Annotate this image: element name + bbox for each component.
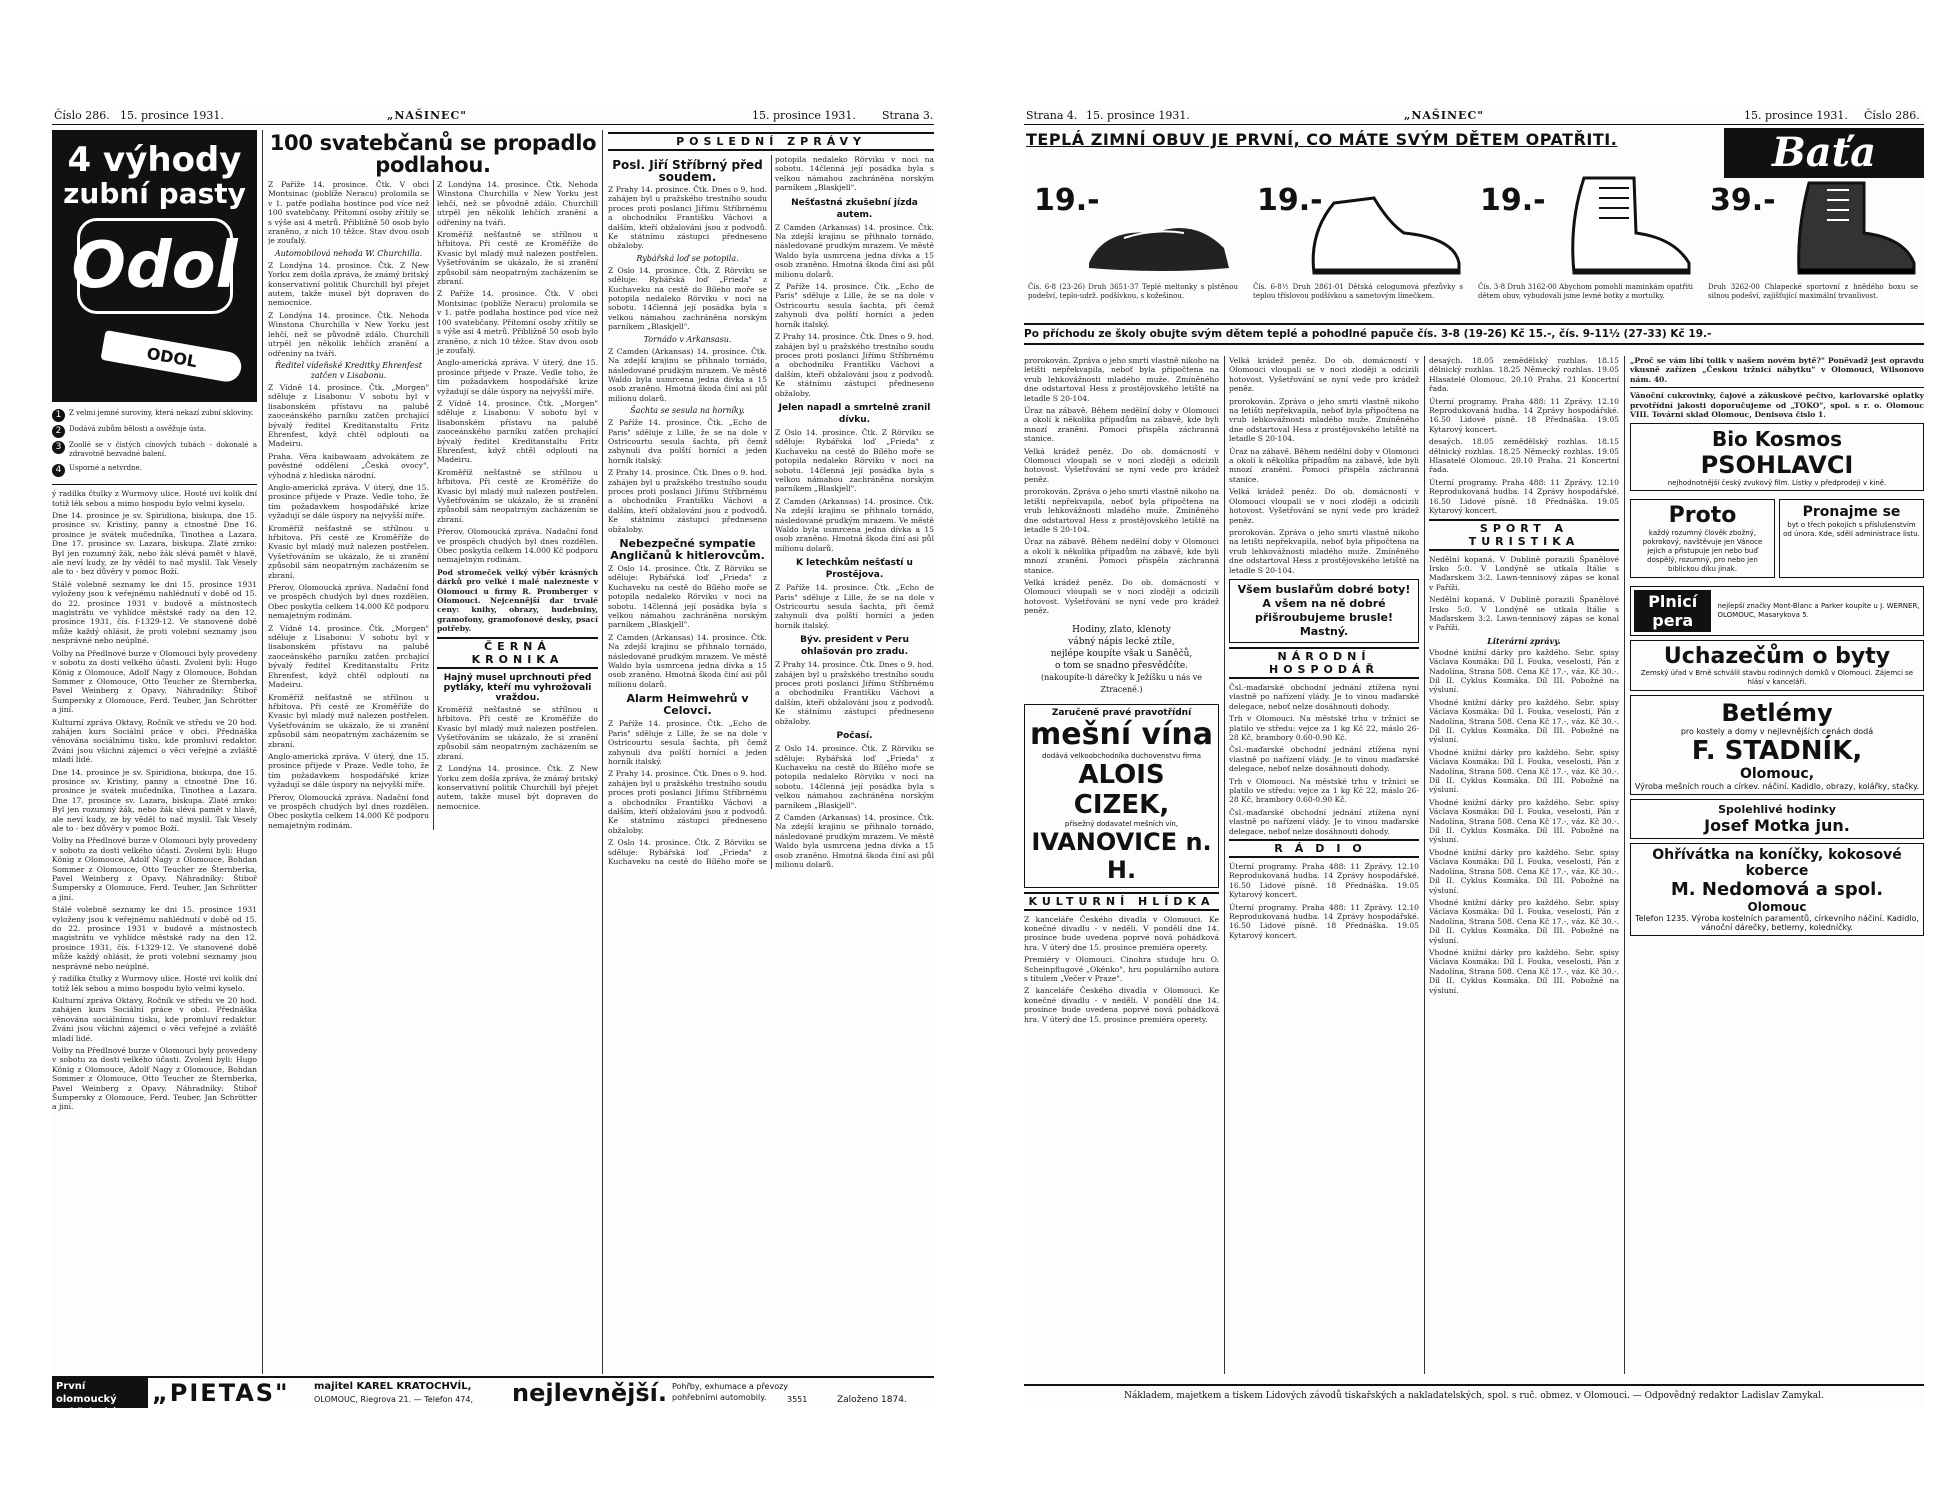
article-paragraph: Vhodné knižní dárky pro každého. Sebr. spisy Václava Kosmáka: Díl I. Fouka, veselosti, Pán z Nadolína, Strana 508. Cena Kč 17.-, váz. Kč 30.-. Díl II. Cyklus Kosmáka. Díl III. Pobožné na výsluní. (1429, 947, 1619, 995)
issue-number: Číslo 286. (1864, 109, 1920, 122)
newspaper-page-4 (1024, 108, 1924, 1408)
article-paragraph: ý radilka čtulky z Wurmovy ulice. Hosté uvi kolik dní totiž lék sebou a mimo hospodu bylo velmi kyselo. (52, 974, 257, 993)
article-paragraph: Vhodné knižní dárky pro každého. Sebr. spisy Václava Kosmáka: Díl I. Fouka, veselosti, Pán z Nadolína, Strana 508. Cena Kč 17.-, váz. Kč 30.-. Díl II. Cyklus Kosmáka. Díl III. Pobožné na výsluní. (1429, 647, 1619, 695)
section-banner: ČERNÁ KRONIKA (437, 637, 598, 669)
article-paragraph: Velká krádež peněz. Do ob. domácností v Olomouci vloupali se v noci zloději a odcizili hotovost. Vyšetřování se nyní vede pro krádež peněz. (1024, 577, 1219, 616)
column-divider (1424, 356, 1425, 1374)
article-paragraph: Velká krádež peněz. Do ob. domácností v Olomouci vloupali se v noci zloději a odcizili hotovost. Vyšetřování se nyní vede pro krádež peněz. (1024, 446, 1219, 484)
section-banner: RÁDIO (1229, 839, 1419, 858)
article-paragraph: prorokován. Zpráva o jeho smrti vlastně nikoho na letišti nepřekvapila, neboť byla připočtena na vrub lehkovážnosti mladého muže. Zmíněného dne odstartoval Hess z prostějovského letiště na letadle S 20-104. (1024, 356, 1219, 403)
publisher-footer: Nákladem, majetkem a tiskem Lidových závodů tiskařských a nakladatelských, spol. s ruč. obmez. v Olomouci. — Odpovědný redaktor Ladislav Zamykal. (1024, 1384, 1924, 1408)
newspaper-page-3 (52, 108, 934, 1418)
benefit-text: Usporné a netvrdne. (69, 464, 142, 473)
odol-logo-frame (71, 218, 238, 314)
article-paragraph: Vhodné knižní dárky pro každého. Sebr. spisy Václava Kosmáka: Díl I. Fouka, veselosti, Pán z Nadolína, Strana 508. Cena Kč 17.-, váz. Kč 30.-. Díl II. Cyklus Kosmáka. Díl III. Pobožné na výsluní. (1429, 897, 1619, 945)
article-paragraph: Praha. Věra kaibawaam advokátem ze pověstné oddělení „Česká ovocy", výhodná z hlediska národní. (268, 451, 429, 480)
article-paragraph: Úraz na zábavě. Během nedělní doby v Olomouci a okolí k několika případům na zábavě, kde byli mnozí zraněni. Pomoci přispěla záchranná stanice. (1024, 406, 1219, 444)
bakery-advert: Vánoční cukrovinky, čajové a zákuskové pečivo, karlovarské oplatky prvotřídní jakosti doporučujeme od „TOKO", spol. s r. o. Olomouc VIII. Továrni sklad Olomouc, Denisova čislo 1. (1630, 387, 1924, 419)
furniture-advert: „Proč se vám líbí tolik v našem novém bytě?" Poněvadž jest opravdu vkusně zařízen „Českou tržnicí nábytku" v Olomouci, Wilsonovo nám. 40. (1630, 356, 1924, 384)
housing-title: Uchazečům o byty (1663, 644, 1891, 670)
column-1 (52, 130, 257, 1374)
shoe-price: 39.- (1710, 183, 1776, 218)
odol-subheadline: zubní pasty (63, 177, 246, 210)
article-paragraph: Úraz na zábavě. Během nedělní doby v Olomouci a okolí k několika případům na zábavě, kde byli mnozí zraněni. Pomoci přispěla záchranná stanice. (1024, 537, 1219, 575)
skates-line: Všem buslařům dobré boty! (1237, 582, 1411, 596)
article-paragraph: Úterní programy. Praha 488: 11 Zprávy. 12.10 Reprodukovaná hudba. 14 Zprávy hospodářské. 16.50 Lidové písně. 18 Přednáška. 19.05 Kytarový koncert. (1429, 396, 1619, 434)
pietas-label (52, 1378, 148, 1418)
verse-line: Hodiny, zlato, klenoty (1072, 624, 1171, 635)
column-4-adverts (1630, 356, 1924, 1374)
article-paragraph: Z Camden (Arkansas) 14. prosince. Čtk. Na zdejší krajinu se přihnalo tornádo, následované prudkým mrazem. Ve městě Waldo byla usmrcena jedna dívka a 15 osob zraněno. Hmotná škoda činí asi půl milionu dolarů. (608, 632, 767, 689)
column-divider (262, 130, 263, 1374)
article-paragraph: Z Prahy 14. prosince. Čtk. Dnes o 9. hod. zahájen byl u pražského trestního soudu proces proti poslanci Jiřímu Stříbrnému a obchodníku Františku Váchovi a dalším, kteří obžalováni jsou z podvodů. Ke státnímu zástupci předneseno obžaloby. (608, 769, 767, 835)
verse-line: vábný nápis lecké ztíle, (1068, 636, 1175, 647)
article-paragraph: Velká krádež peněz. Do ob. domácností v Olomouci vloupali se v noci zloději a odcizili hotovost. Vyšetřování se nyní vede pro krádež peněz. (1229, 487, 1419, 525)
article-paragraph: Čsl.-maďarské obchodní jednání ztížena nyní vlastně po nařízení vlády. Je to vinou maďarské delegace, neboť nelze dosáhnouti dohody. (1229, 682, 1419, 711)
article-paragraph: Kulturní zpráva Oktavy, Ročník ve středu ve 20 hod. zahájen kurs Sociální práce v obci. Přednáška věnována sociálnímu tisku, kde promluví redaktor. Zváni jsou všichni zájemci o věci veřejné a zvláště mladí lidé. (52, 717, 257, 765)
pietas-owner: majitel KAREL KRATOCHVÍL, (314, 1381, 472, 1392)
film-note: nejhodnotnější český zvukový film. Lístky v předprodeji v kině. (1667, 479, 1887, 488)
article-paragraph: Z Vídně 14. prosince. Čtk. „Morgen" sděluje z Lisabonu: V sobotu byl v lisabonském přístavu na palubě zaoceánského parníku zatčen prchající bývalý ředitel Kreditanstaltu Fritz Ehrenfest, když chtěl odplouti na Madeiru. (268, 382, 429, 449)
masthead-title: „NAŠINEC" (1404, 109, 1484, 122)
odol-advert (52, 130, 257, 402)
betlemy-text: Výroba mešních rouch a církev. náčiní. Kadidlo, obrazy, kolářky, stačky. (1634, 782, 1920, 792)
article-paragraph: Z kanceláře Českého divadla v Olomouci. Ke konečné divadlu - v neděli. V pondělí dne 14. prosince bude uvedena poprvé nová pohádková hra. V úterý dne 15. prosince premiéra operety. (1024, 914, 1219, 952)
tube-label: ODOL (145, 343, 199, 371)
verse-line: (nakoupíte-li dárečky k Ježíšku u nás ve Ztracené.) (1041, 672, 1202, 694)
article-paragraph: Velká krádež peněz. Do ob. domácností v Olomouci vloupali se v noci zloději a odcizili hotovost. Vyšetřování se nyní vede pro krádež peněz. (1229, 356, 1419, 394)
wine-top: Zaručeně pravé pravotřídní (1051, 707, 1192, 718)
cinema-advert (1630, 423, 1924, 491)
section-heading: Tornádo v Arkansasu. (643, 334, 732, 344)
bata-headline: TEPLÁ ZIMNÍ OBUV JE PRVNÍ, CO MÁTE SVÝM DĚTEM OPATŘITI. (1026, 130, 1618, 149)
article-paragraph: Úterní programy. Praha 488: 11 Zprávy. 12.10 Reprodukovaná hudba. 14 Zprávy hospodářské. 16.50 Lidové písně. 18 Přednáška. 19.05 Kytarový koncert. (1429, 477, 1619, 516)
shoe-price: 19.- (1034, 183, 1100, 218)
rubber-boot-icon (1304, 193, 1464, 278)
article-paragraph: Premiéry v Olomouci. Cinohra studuje hru O. Scheinpflugové „Okénko", hru populárního autora s titulem „Večer v Praze". (1024, 955, 1219, 983)
carpet-advert (1630, 843, 1924, 936)
section-heading: Hajný musel uprchnouti před pytláky, kteří mu vyhrožovali vraždou. (443, 672, 592, 703)
odol-logo: Odol (71, 229, 238, 303)
article-paragraph: Z Paříže 14. prosince. Čtk. V obci Montsinac (poblíže Neracu) prolomila se v 1. patře podlaha hostince pod více než 100 svatebčany. Přítomní osoby zřítily se s výše asi 4 metrů. Přibližně 50 osob bylo zraněno, z nich 10 těžce. Stav dvou osob je zoufalý. (437, 289, 598, 355)
page-header (1024, 108, 1924, 125)
article-paragraph: Přerov, Olomoucká zpráva. Nadační fond ve prospěch chudých byl dnes rozdělen. Obec poskytla celkem 14.000 Kč podporu nemajetným rodinám. (268, 583, 429, 621)
pietas-label-line: První olomoucký (56, 1381, 117, 1405)
bata-advert (1024, 128, 1924, 348)
header-date-right: 15. prosince 1931. (752, 109, 856, 122)
carpet-title: Ohřívátka na koníčky, kokosové koberce (1652, 847, 1902, 880)
section-heading: Šachta se sesula na horníky. (630, 406, 745, 416)
column-3 (608, 130, 934, 1374)
proto-advert (1630, 499, 1775, 578)
article-headline: Posl. Jiří Stříbrný před soudem. (612, 158, 763, 184)
article-paragraph: Z Vídně 14. prosince. Čtk. „Morgen" sděluje z Lisabonu: V sobotu byl v lisabonském přístavu na palubě zaoceánského parníku zatčen prchající bývalý ředitel Kreditanstaltu Fritz Ehrenfest, když chtěl odplouti na Madeiru. (268, 623, 429, 690)
housing-advert (1630, 640, 1924, 691)
article-paragraph: Z Londýna 14. prosince. Čtk. Nehoda Winstona Churchilla v New Yorku jest lehčí, než se původně zdálo. Churchill utrpěl jen několik lehčích zranění a odřeniny na tváři. (268, 310, 429, 358)
betlemy-town: Olomouc, (1739, 766, 1815, 783)
slipper-icon (1084, 208, 1234, 278)
column-divider (1624, 356, 1625, 1374)
high-boot-icon (1779, 178, 1919, 278)
article-paragraph: prorokován. Zpráva o jeho smrti vlastně nikoho na letišti nepřekvapila, neboť byla připočtena na vrub lehkovážnosti mladého muže. Zmíněného dne odstartoval Hess z prostějovského letiště na letadle S 20-104. (1024, 487, 1219, 534)
wine-subtitle: přísežný dodavatel mešních vín, (1064, 819, 1179, 828)
article-paragraph: Z Prahy 14. prosince. Čtk. Dnes o 9. hod. zahájen byl u pražského trestního soudu proces proti poslanci Jiřímu Stříbrnému a obchodníku Františku Váchovi a dalším, kteří obžalováni jsou z podvodů. Ke státnímu zástupci předneseno obžaloby. (608, 468, 767, 534)
article-paragraph: Kroměříž nešťastně se střílnou u hřbitova. Při cestě ze Kroměříže do Kvasic byl mladý muž nalezen postřelen. Vyšetřováním se ukázalo, že si zranění způsobil sám neopatrným zacházením se zbraní. (437, 230, 598, 287)
article-paragraph: Z kanceláře Českého divadla v Olomouci. Ke konečné divadlu - v neděli. V pondělí dne 14. prosince bude uvedena poprvé nová pohádková hra. V úterý dne 15. prosince premiéra operety. (1024, 986, 1219, 1024)
ad-number: 3551 (787, 1395, 808, 1404)
film-title: PSOHLAVCI (1700, 451, 1854, 480)
page-number: Strana 4. (1026, 109, 1078, 122)
article-paragraph: desaých. 18.05 zemědělský rozhlas. 18.15 dělnický rozhlas. 18.25 Německý rozhlas. 19.05 Hlasatelé Olomouc. 20.10 Praha. 21 Koncertní řada. (1429, 437, 1619, 475)
page-number: Strana 3. (882, 109, 934, 122)
betlemy-title: Betlémy (1721, 699, 1833, 728)
masthead-title: „NAŠINEC" (387, 109, 467, 122)
odol-headline: 4 výhody (67, 140, 242, 180)
pietas-label-line: pohřební ústav (56, 1407, 142, 1418)
article-paragraph: Z Oslo 14. prosince. Čtk. Z Rörviku se sděluje: Rybářská loď „Frieda" z Kuchaveku na cestě do Bílého moře se potopila nedaleko Rörviku v noci na sobotu. 14členná její posádka byla s velkou námahou zachráněna norským parníkem „Blaskjell". (775, 744, 934, 810)
benefit-text: Dodává zubům bělosti a osvěžuje ústa. (69, 425, 207, 433)
watch-title: Spolehlivé hodinky (1718, 803, 1836, 817)
section-heading: Jelen napadl a smrtelně zranil dívku. (778, 402, 931, 425)
wine-subtitle: dodává velkoobchodníka duchovenstvu firma (1042, 751, 1201, 760)
article-paragraph: Kroměříž nešťastně se střílnou u hřbitova. Při cestě ze Kroměříže do Kvasic byl mladý muž nalezen postřelen. Vyšetřováním se ukázalo, že si zranění způsobil sám neopatrným zacházením se zbraní. (268, 523, 429, 580)
wine-advert (1024, 704, 1219, 888)
skates-advert (1229, 579, 1419, 643)
article-paragraph: desaých. 18.05 zemědělský rozhlas. 18.15 dělnický rozhlas. 18.25 Německý rozhlas. 19.05 Hlasatelé Olomouc. 20.10 Praha. 21 Koncertní řada. (1429, 356, 1619, 394)
article-paragraph: Z Londýna 14. prosince. Čtk. Nehoda Winstona Churchilla v New Yorku jest lehčí, než se původně zdálo. Churchill utrpěl jen několik lehčích zranění a odřeniny na tváři. (437, 180, 598, 227)
article-paragraph: Z Vídně 14. prosince. Čtk. „Morgen" sděluje z Lisabonu: V sobotu byl v lisabonském přístavu na palubě zaoceánského parníku zatčen prchající bývalý ředitel Kreditanstaltu Fritz Ehrenfest, když chtěl odplouti na Madeiru. (437, 398, 598, 465)
article-paragraph: Volby na Předlnové burze v Olomouci byly provedeny v sobotu za dosti velkého účasti. Zvoleni byli: Hugo König z Olomouce, Adolf Nagy z Olomouce, Bohdan Sommer z Olomouce, Otto Teucher ze Šternberka, Pavel Weinberg z Opavy. Náhradníky: Štiboř Šumpersky z Olomouce, Ferd. Teuber, Jan Schrötter a jiní. (52, 836, 257, 902)
bata-shoe-2 (1249, 173, 1469, 318)
article-paragraph: Z Paříže 14. prosince. Čtk. „Echo de Paris" sděluje z Lille, že se na dole v Ostricourtu sesula šachta, při čemž zahynuli dva polští horníci a jeden horník italský. (608, 719, 767, 766)
carpet-vendor: M. Nedomová a spol. (1670, 879, 1884, 901)
column-2 (268, 130, 598, 1374)
article-paragraph: Z Londýna 14. prosince. Čtk. Z New Yorku zem došla zpráva, že známý britský konservativní politik Churchill byl přejet autem, takže musel být dopraven do nemocnice. (437, 764, 598, 811)
section-heading: Rybářská loď se potopila. (636, 253, 739, 263)
benefit-item (52, 464, 257, 477)
header-date: 15. prosince 1931. (120, 109, 224, 122)
pietas-services: Pohřby, exhumace a převozy pohřebními automobily. (672, 1382, 789, 1402)
pen-text: nejlepší značky Mont-Blanc a Parker koupíte u J. WERNER, OLOMOUC, Masarykova 5. (1717, 602, 1920, 620)
article-paragraph: Úterní programy. Praha 488: 11 Zprávy. 12.10 Reprodukovaná hudba. 14 Zprávy hospodářské. 16.50 Lidové písně. 18 Přednáška. 19.05 Kytarový koncert. (1229, 862, 1419, 900)
column-2-body (268, 180, 598, 830)
bata-logo: Baťa (1724, 128, 1924, 178)
article-paragraph: Kulturní zpráva Oktavy, Ročník ve středu ve 20 hod. zahájen kurs Sociální práce v obci. Přednáška věnována sociálnímu tisku, kde promluví redaktor. Zváni jsou všichni zájemci o věci veřejné a zvláště mladí lidé. (52, 995, 257, 1043)
column-divider (602, 130, 603, 1374)
article-paragraph: Dne 14. prosince je sv. Spiridiona, biskupa, dne 15. prosince sv. Kristiny, panny a ctnostné Dne 16. prosince je svátek mučedníka, Tinothea a Lazara. Dne 17. prosince sv. Lazara, biskupa. Zlaté zrnko: Byl jen rozumný žák, nebo žák slévá pamět v hlavě, ale neví kudy, ze by věděl to nač myslil. Tak Vesely ale to - bez důvěry v pomoc Boží. (52, 767, 257, 833)
article-paragraph: Úraz na zábavě. Během nedělní doby v Olomouci a okolí k několika případům na zábavě, kde byli mnozí zraněni. Pomoci přispěla záchranná stanice. (1229, 446, 1419, 484)
toothpaste-tube-icon (100, 330, 243, 384)
article-paragraph: Z Oslo 14. prosince. Čtk. Z Rörviku se sděluje: Rybářská loď „Frieda" z Kuchaveku na cestě do Bílého moře se potopila nedaleko Rörviku v noci na sobotu. 14členná její posádka byla s velkou námahou zachráněna norským parníkem „Blaskjell". (608, 265, 767, 332)
skates-line: A všem na ně dobré přišroubujeme brusle! (1254, 596, 1394, 624)
column-3-body (608, 155, 934, 869)
betlemy-sub: pro kostely a domy v nejlevnějších cenách dodá (1680, 727, 1874, 737)
benefit-item (52, 441, 257, 461)
article-paragraph: Kroměříž nešťastně se střílnou u hřbitova. Při cestě ze Kroměříže do Kvasic byl mladý muž nalezen postřelen. Vyšetřováním se ukázalo, že si zranění způsobil sám neopatrným zacházením se zbraní. (268, 692, 429, 749)
section-banner: SPORT A TURISTIKA (1429, 519, 1619, 551)
watch-vendor: Josef Motka jun. (1704, 816, 1850, 836)
rent-title: Pronajme se (1802, 504, 1901, 521)
number-2-icon: 2 (52, 425, 65, 438)
article-paragraph: Z Paříže 14. prosince. Čtk. „Echo de Paris" sděluje z Lille, že se na dole v Ostricourtu sesula šachta, při čemž zahynuli dva polští horníci a jeden horník italský. (608, 418, 767, 465)
section-banner: KULTURNÍ HLÍDKA (1024, 892, 1219, 911)
article-paragraph: Z Paříže 14. prosince. Čtk. „Echo de Paris" sděluje z Lille, že se na dole v Ostricourtu sesula šachta, při čemž zahynuli dva polští horníci a jeden horník italský. (775, 583, 934, 630)
article-paragraph: prorokován. Zpráva o jeho smrti vlastně nikoho na letišti nepřekvapila, neboť byla připočtena na vrub lehkovážnosti mladého muže. Zmíněného dne odstartoval Hess z prostějovského letiště na letadle S 20-104. (1229, 396, 1419, 444)
shoe-description: Druh 3262-00 Chlapecké sportovní z hnědého boxu se silnou podešví, zajišťující maximální trvanlivost. (1708, 283, 1918, 300)
article-paragraph: Z Paříže 14. prosince. Čtk. V obci Montsinac (poblíže Neracu) prolomila se v 1. patře podlaha hostince pod více než 100 svatebčany. Přítomní osoby zřítily se s výše asi 4 metrů. Přibližně 50 osob bylo zraněno, z nich 10 těžce. Stav dvou osob je zoufalý. (268, 180, 429, 246)
section-banner: POSLEDNÍ ZPRÁVY (608, 132, 934, 151)
section-heading: Býv. president v Peru ohlašován pro zradu. (800, 635, 909, 658)
bata-shoe-1 (1024, 173, 1244, 318)
header-date-right: 15. prosince 1931. (1744, 109, 1848, 122)
betlemy-vendor: F. STADNÍK, (1691, 736, 1863, 767)
section-heading: Literární zprávy. (1487, 635, 1561, 646)
rent-text: byt o třech pokojích s příslušenstvím od února. Kde, sdělí administrace listu. (1783, 521, 1920, 539)
article-paragraph: Z Camden (Arkansas) 14. prosince. Čtk. Na zdejší krajinu se přihnalo tornádo, následované prudkým mrazem. Ve městě Waldo byla usmrcena jedna dívka a 15 osob zraněno. Hmotná škoda činí asi půl milionu dolarů. (608, 346, 767, 403)
verse-line: nejlépe koupíte však u Saněčů, (1050, 648, 1193, 659)
article-paragraph: Úterní programy. Praha 488: 11 Zprávy. 12.10 Reprodukovaná hudba. 14 Zprávy hospodářské. 16.50 Lidové písně. 18 Přednáška. 19.05 Kytarový koncert. (1229, 902, 1419, 940)
article-headline: Alarm Heimwehrů v Celovci. (626, 692, 749, 718)
article-paragraph: Trh v Olomouci. Na městské trhu v tržnici se platilo ve středu: vejce za 1 kg Kč 22, máslo 26-28 Kč, brambory 0.60-0.90 Kč. (1229, 776, 1419, 805)
benefit-text: Zoollé se v čistých cínových tubách - dokonalé a zdravotně bezvadné balení. (69, 441, 257, 458)
issue-number: Číslo 286. (54, 109, 110, 122)
wine-vendor: ALOIS CIZEK, (1073, 759, 1170, 820)
section-heading: K letechkům nešťastí u Prostějova. (796, 558, 913, 581)
article-paragraph: Z Prahy 14. prosince. Čtk. Dnes o 9. hod. zahájen byl u pražského trestního soudu proces proti poslanci Jiřímu Stříbrnému a obchodníku Františku Váchovi a dalším, kteří obžalováni jsou z podvodů. Ke státnímu zástupci předneseno obžaloby. (775, 332, 934, 398)
pietas-advert (52, 1376, 934, 1418)
advert-paragraph: Pod stromeček velký výběr krásných dárků pro velké i malé nalezneste v Olomouci u firmy R. Promberger v Olomouci. Nejcennější dar trvalé ceny: knihy, obrazy, hudebniny, gramofony, gramofonové desky, psací potřeby. (437, 567, 598, 634)
pietas-slogan: nejlevnější. (512, 1379, 667, 1407)
article-paragraph: Vhodné knižní dárky pro každého. Sebr. spisy Václava Kosmáka: Díl I. Fouka, veselosti, Pán z Nadolína, Strana 508. Cena Kč 17.-, váz. Kč 30.-. Díl II. Cyklus Kosmáka. Díl III. Pobožné na výsluní. (1429, 747, 1619, 795)
proto-title: Proto (1668, 503, 1737, 529)
article-paragraph: Z Prahy 14. prosince. Čtk. Dnes o 9. hod. zahájen byl u pražského trestního soudu proces proti poslanci Jiřímu Stříbrnému a obchodníku Františku Váchovi a dalším, kteří obžalováni jsou z podvodů. Ke státnímu zástupci předneseno obžaloby. (608, 185, 767, 251)
article-paragraph: Z Camden (Arkansas) 14. prosince. Čtk. Na zdejší krajinu se přihnalo tornádo, následované prudkým mrazem. Ve městě Waldo byla usmrcena jedna dívka a 15 osob zraněno. Hmotná škoda činí asi půl milionu dolarů. (775, 222, 934, 279)
article-paragraph: Z Prahy 14. prosince. Čtk. Dnes o 9. hod. zahájen byl u pražského trestního soudu proces proti poslanci Jiřímu Stříbrnému a obchodníku Františku Váchovi a dalším, kteří obžalováni jsou z podvodů. Ke státnímu zástupci předneseno obžaloby. (775, 660, 934, 726)
article-paragraph: Vhodné knižní dárky pro každého. Sebr. spisy Václava Kosmáka: Díl I. Fouka, veselosti, Pán z Nadolína, Strana 508. Cena Kč 17.-, váz. Kč 30.-. Díl II. Cyklus Kosmáka. Díl III. Pobožné na výsluní. (1429, 697, 1619, 745)
pietas-founded: Založeno 1874. (837, 1395, 907, 1405)
bata-shoe-4 (1704, 173, 1924, 318)
article-paragraph: Trh v Olomouci. Na městské trhu v tržnici se platilo ve středu: vejce za 1 kg Kč 22, máslo 26-28 Kč, brambory 0.60-0.90 Kč. (1229, 714, 1419, 742)
article-paragraph: Anglo-americká zpráva. V úterý, dne 15. prosince přijede v Praze. Vedle toho, že tím požadavkem hospodářské krize vyžadují se dále úspory na nejvyšší míře. (437, 358, 598, 396)
wine-title: mešní vína (1030, 716, 1213, 752)
column-1-text (52, 485, 257, 1112)
section-heading: Počasí. (836, 731, 873, 742)
benefit-item (52, 425, 257, 438)
verse-line: o tom se snadno přesvědčíte. (1054, 660, 1189, 671)
column-divider (1224, 356, 1225, 1374)
column-3 (1429, 356, 1619, 1374)
article-paragraph: Z Oslo 14. prosince. Čtk. Z Rörviku se sděluje: Rybářská loď „Frieda" z Kuchaveku na cestě do Bílého moře se potopila nedaleko Rörviku v noci na sobotu. 14členná její posádka byla s velkou námahou zachráněna norským parníkem „Blaskjell". (608, 155, 934, 866)
ad-row (1630, 495, 1924, 582)
article-paragraph: Volby na Předlnové burze v Olomouci byly provedeny v sobotu za dosti velkého účasti. Zvoleni byli: Hugo König z Olomouce, Adolf Nagy z Olomouce, Bohdan Sommer z Olomouce, Otto Teucher ze Šternberka, Pavel Weinberg z Opavy. Náhradníky: Štiboř Šumpersky z Olomouce, Ferd. Teuber, Jan Schrötter a jiní. (52, 648, 257, 715)
cinema-name: Bio Kosmos (1711, 427, 1843, 452)
article-paragraph: Stálé volebně seznamy ke dni 15. prosince 1931 vyloženy jsou k veřejnému nahlédnutí v době od 15. do 22. prosince 1931 v budově a místnostech magistrátu ve vyhlídce městské rady na den 12. prosince 1931, čís. f-1329-12. Ve stanovené době může každý ohlásit, že proti volební seznamy jsou nesprávné nebo neúplné. (52, 579, 257, 646)
article-headline: 100 svatebčanů se propadlo podlahou. (269, 131, 597, 177)
article-paragraph: Vhodné knižní dárky pro každého. Sebr. spisy Václava Kosmáka: Díl I. Fouka, veselosti, Pán z Nadolína, Strana 508. Cena Kč 17.-, váz. Kč 30.-. Díl II. Cyklus Kosmáka. Díl III. Pobožné na výsluní. (1429, 847, 1619, 895)
header-date: 15. prosince 1931. (1086, 109, 1190, 122)
section-heading: Automobilová nehoda W. Churchilla. (274, 248, 423, 258)
article-paragraph: Čsl.-maďarské obchodní jednání ztížena nyní vlastně po nařízení vlády. Je to vinou maďarské delegace, neboť nelze dosáhnouti dohody. (1229, 745, 1419, 774)
section-heading: Ředitel vídeňské Kreditky Ehrenfest zatčen v Lisabonu. (275, 360, 422, 380)
laced-boot-icon (1554, 173, 1694, 278)
odol-benefits (52, 402, 257, 485)
shoe-price: 19.- (1257, 183, 1323, 218)
pen-title: Plnicí pera (1634, 590, 1711, 632)
shoe-description: Čís. 3-8 Druh 3162-00 Abychom pomohli maminkám opatřiti dětem obuv, vybudovali jsme levné botky z mortulky. (1478, 283, 1693, 300)
article-paragraph: Anglo-americká zpráva. V úterý, dne 15. prosince přijede v Praze. Vedle toho, že tím požadavkem hospodářské krize vyžadují se dále úspory na nejvyšší míře. (268, 751, 429, 790)
benefit-text: Z velmi jemné suroviny, která nekazí zubní skloviny. (69, 409, 254, 417)
article-paragraph: Z Oslo 14. prosince. Čtk. Z Rörviku se sděluje: Rybářská loď „Frieda" z Kuchaveku na cestě do Bílého moře se potopila nedaleko Rörviku v noci na sobotu. 14členná její posádka byla s velkou námahou zachráněna norským parníkem „Blaskjell". (608, 564, 767, 630)
article-paragraph: Z Camden (Arkansas) 14. prosince. Čtk. Na zdejší krajinu se přihnalo tornádo, následované prudkým mrazem. Ve městě Waldo byla usmrcena jedna dívka a 15 osob zraněno. Hmotná škoda činí asi půl milionu dolarů. (775, 496, 934, 553)
article-paragraph: Stálé volebně seznamy ke dni 15. prosince 1931 vyloženy jsou k veřejnému nahlédnutí v době od 15. do 22. prosince 1931 v budově a místnostech magistrátu ve vyhlídce městské rady na den 12. prosince 1931, čís. f-1329-12. Ve stanovené době může každý ohlásit, že proti volební seznamy jsou nesprávné nebo neúplné. (52, 905, 257, 971)
article-paragraph: Z Oslo 14. prosince. Čtk. Z Rörviku se sděluje: Rybářská loď „Frieda" z Kuchaveku na cestě do Bílého moře se potopila nedaleko Rörviku v noci na sobotu. 14členná její posádka byla s velkou námahou zachráněna norským parníkem „Blaskjell". (775, 427, 934, 494)
column-2 (1229, 356, 1419, 1374)
number-1-icon: 1 (52, 409, 65, 422)
article-headline: Nebezpečné sympatie Angličanů k hitlerovcům. (610, 537, 765, 562)
column-1 (1024, 356, 1219, 1374)
article-paragraph: Anglo-americká zpráva. V úterý, dne 15. prosince přijede v Praze. Vedle toho, že tím požadavkem hospodářské krize vyžadují se dále úspory na nejvyšší míře. (268, 482, 429, 521)
article-paragraph: Nedělní kopaná. V Dublině porazili Španělové Irsko 5:0. V Londýně se utkala Itálie s Maďarskem 3:2. Lawn-tennisový zápas se konal v Paříži. (1429, 554, 1619, 592)
article-paragraph: Dne 14. prosince je sv. Spiridiona, biskupa, dne 15. prosince sv. Kristiny, panny a ctnostné Dne 16. prosince je svátek mučedníka, Tinothea a Lazara. Dne 17. prosince sv. Lazara, biskupa. Zlaté zrnko: Byl jen rozumný žák, nebo žák slévá pamět v hlavě, ale neví kudy, ze by věděl to nač myslil. Tak Vesely ale to - bez důvěry v pomoc Boží. (52, 511, 257, 577)
bata-slippers-line: Po příchodu ze školy obujte svým dětem teplé a pohodlné papuče čís. 3-8 (19-26) Kč 15.-, čís. 9-11½ (27-33) Kč 19.- (1024, 323, 1924, 345)
shoe-description: Čís. 6-8½ Druh 2861-01 Dětská celogumová přezůvky s teplou tříslovou podšívkou a sametovým límečkem. (1253, 283, 1463, 300)
number-3-icon: 3 (52, 441, 65, 454)
bata-shoe-3 (1474, 173, 1699, 318)
watch-advert (1630, 799, 1924, 839)
carpet-text: Telefon 1235. Výroba kostelních paramentů, církevního náčiní. Kadidlo, vánoční dárečky, betlemy, koledníčky. (1635, 914, 1919, 933)
pen-advert (1630, 586, 1924, 636)
article-paragraph: prorokován. Zpráva o jeho smrti vlastně nikoho na letišti nepřekvapila, neboť byla připočtena na vrub lehkovážnosti mladého muže. Zmíněného dne odstartoval Hess z prostějovského letiště na letadle S 20-104. (1229, 527, 1419, 575)
skates-vendor: Mastný. (1299, 624, 1349, 638)
wine-town: IVANOVICE n. H. (1031, 827, 1212, 884)
section-banner: NÁRODNÍ HOSPODÁŘ (1229, 647, 1419, 679)
article-paragraph: Volby na Předlnové burze v Olomouci byly provedeny v sobotu za dosti velkého účasti. Zvoleni byli: Hugo König z Olomouce, Adolf Nagy z Olomouce, Bohdan Sommer z Olomouce, Otto Teucher ze Šternberka, Pavel Weinberg z Opavy. Náhradníky: Štiboř Šumpersky z Olomouce, Ferd. Teuber, Jan Schrötter a jiní. (52, 1045, 257, 1112)
rent-advert (1779, 499, 1924, 578)
housing-text: Zemský úřad v Brně schválil stavbu rodinných domků v Olomouci. Zájemci se hlásí v kanceláři. (1640, 669, 1914, 687)
number-4-icon: 4 (52, 464, 65, 477)
section-heading: Nešťastná zkušební jízda autem. (791, 197, 918, 220)
proto-text: každý rozumný člověk zbožný, pokrokový, navštěvuje jen Vánoce jejich a přistupuje jen nebo buď dospělý, rozumný, pro nebo jen biblickou díku jinak. (1642, 529, 1763, 574)
shoe-price: 19.- (1480, 183, 1546, 218)
betlemy-advert (1630, 695, 1924, 795)
article-paragraph: Čsl.-maďarské obchodní jednání ztížena nyní vlastně po nařízení vlády. Je to vinou maďarské delegace, neboť nelze dosáhnouti dohody. (1229, 807, 1419, 836)
shoe-description: Čís. 6-8 (23-26) Druh 3651-37 Teplé meltonky s plstěnou podešví, teplo-udrž. podšívkou, s kožešinou. (1028, 283, 1238, 300)
pietas-address: OLOMOUC, Riegrova 21. — Telefon 474, (314, 1395, 473, 1404)
article-paragraph: Kroměříž nešťastně se střílnou u hřbitova. Při cestě ze Kroměříže do Kvasic byl mladý muž nalezen postřelen. Vyšetřováním se ukázalo, že si zranění způsobil sám neopatrným zacházením se zbraní. (437, 704, 598, 761)
carpet-town: Olomouc (1747, 900, 1807, 915)
article-paragraph: Z Camden (Arkansas) 14. prosince. Čtk. Na zdejší krajinu se přihnalo tornádo, následované prudkým mrazem. Ve městě Waldo byla usmrcena jedna dívka a 15 osob zraněno. Hmotná škoda činí asi půl milionu dolarů. (775, 812, 934, 869)
article-paragraph: ý radilka čtulky z Wurmovy ulice. Hosté uvi kolik dní totiž lék sebou a mimo hospodu bylo velmi kyselo. (52, 489, 257, 508)
article-paragraph: Z Londýna 14. prosince. Čtk. Z New Yorku zem došla zpráva, že známý britský konservativní politik Churchill byl přejet autem, takže musel být dopraven do nemocnice. (268, 260, 429, 308)
article-paragraph: Kroměříž nešťastně se střílnou u hřbitova. Při cestě ze Kroměříže do Kvasic byl mladý muž nalezen postřelen. Vyšetřováním se ukázalo, že si zranění způsobil sám neopatrným zacházením se zbraní. (437, 467, 598, 524)
article-paragraph: Přerov, Olomoucká zpráva. Nadační fond ve prospěch chudých byl dnes rozdělen. Obec poskytla celkem 14.000 Kč podporu nemajetným rodinám. (437, 527, 598, 565)
pietas-brand: „PIETAS" (152, 1379, 290, 1407)
article-paragraph: Nedělní kopaná. V Dublině porazili Španělové Irsko 5:0. V Londýně se utkala Itálie s Maďarskem 3:2. Lawn-tennisový zápas se konal v Paříži. (1429, 595, 1619, 633)
article-paragraph: Z Paříže 14. prosince. Čtk. „Echo de Paris" sděluje z Lille, že se na dole v Ostricourtu sesula šachta, při čemž zahynuli dva polští horníci a jeden horník italský. (775, 282, 934, 329)
article-paragraph: Vhodné knižní dárky pro každého. Sebr. spisy Václava Kosmáka: Díl I. Fouka, veselosti, Pán z Nadolína, Strana 508. Cena Kč 17.-, váz. Kč 30.-. Díl II. Cyklus Kosmáka. Díl III. Pobožné na výsluní. (1429, 797, 1619, 845)
jeweller-verse (1024, 624, 1219, 696)
page-header (52, 108, 934, 125)
benefit-item (52, 409, 257, 422)
article-paragraph: Přerov, Olomoucká zpráva. Nadační fond ve prospěch chudých byl dnes rozdělen. Obec poskytla celkem 14.000 Kč podporu nemajetným rodinám. (268, 792, 429, 830)
